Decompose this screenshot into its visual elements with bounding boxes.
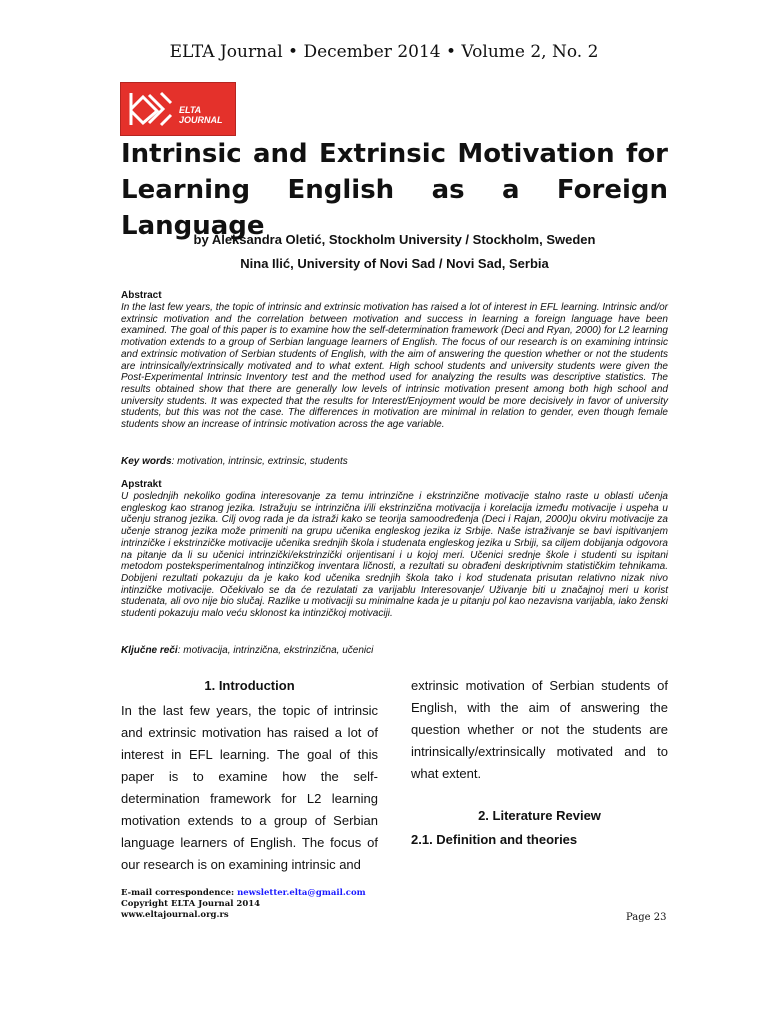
elta-journal-logo (120, 82, 236, 136)
subsection-2-1-heading: 2.1. Definition and theories (411, 832, 578, 847)
footer-website[interactable]: www.eltajournal.org.rs (121, 910, 229, 920)
page-number: Page 23 (626, 912, 667, 923)
logo-text (179, 105, 223, 125)
page-footer (121, 888, 366, 921)
footer-email-line (121, 888, 366, 899)
section-1-right-column: extrinsic motivation of Serbian students of English, with the aim of answering the question whether or not the students are intrinsically/extrinsically motivated and to what extent. (411, 678, 668, 781)
abstract-text: In the last few years, the topic of intrinsic and extrinsic motivation has raised a lot of interest in EFL learning. Intrinsic and/or extrinsic motivation and the correlation between motivation and success in learning a foreign language have been examined. The goal of this paper is to examine how the self-determination framework (Deci and Ryan, 2000) for L2 learning motivation extends to a group of Serbian language learners of English. The focus of our research is on examining intrinsic and extrinsic motivation of Serbian students of English, with the aim of answering the question whether or not the students are intrinsically/extrinsically motivated and to what extent. High school students and university students were given the Post-Experimental Intrinsic Inventory test and the method used for analyzing the results was descriptive statistics. The results obtained show that there are generally low levels of intrinsic motivation present among both high school and university students. It was expected that the results for Interest/Enjoyment would be more decisively in favor of university students, but this was not the case. The differences in motivation are minimal in relation to gender, even though female students show an increase of intrinsic motivation across the age variable. (121, 302, 668, 431)
logo-line-2: JOURNAL (179, 115, 223, 125)
logo-line-1: ELTA (179, 105, 202, 115)
kljucne-reci (121, 645, 668, 656)
kljucne-label: Ključne reči (121, 645, 178, 656)
paper-title: Intrinsic and Extrinsic Motivation for Learning English as a Foreign Language (121, 139, 668, 241)
keywords-label: Key words (121, 456, 172, 467)
author-line-1: by Aleksandra Oletić, Stockholm University / Stockholm, Sweden (193, 232, 596, 247)
apstrakt-heading: Apstrakt (121, 479, 162, 490)
elta-logo-mark-icon (127, 89, 175, 129)
section-2-heading: 2. Literature Review (478, 808, 601, 823)
apstrakt-text: U poslednjih nekoliko godina interesovanje za temu intrinzične i ekstrinzične motivacije stalno raste u oblasti učenja engleskog kao stranog jezika. Istražuju se intrinzična i/ili ekstrinzična motivacija i korelacija između motivacije i uspeha u učenju stranog jezika. Cilj ovog rada je da istraži kako se teorija samoodređenja (Deci i Rajan, 2000)u okviru motivacije za učenje stranog jezika može primeniti na grupu učenika engleskog jezika iz Srbije. Naše istraživanje se bavi ispitivanjem intrinzičke i ekstrinzičke motivacije učenika srednjih škola i studenata engleskog jezika u Srbiji, sa ciljem dobijanja odgovora na pitanje da li su učenici intrinzički/ekstrinzički orijentisani i u kojoj meri. Učenici srednje škole i studenti su ispitani metodom posteksperimentalnog intinzičkog inventara ličnosti, a rezultati su obrađeni deskriptivnim statističkim tehnikama. Dobijeni rezultati pokazuju da je kako kod učenika srednjih škola tako i kod studenata prisutan relativno nizak nivo intinzičke motivacije. Očekivalo se da će rezulatati za varijablu Interesovanje/ Uživanje biti u značajnoj meri u korist studenata, ali ovo nije bio slučaj. Razlike u motivaciji su minimalne kada je u pitanju pol kao nezavisna varijabla, iako ženski studenti pokazuju malo veću sklonost ka intinzičkoj motivaciji. (121, 491, 668, 620)
keywords-text: : motivation, intrinsic, extrinsic, students (171, 456, 348, 467)
keywords (121, 456, 668, 467)
footer-email-label: E-mail correspondence: (121, 888, 238, 898)
footer-email-link[interactable]: newsletter.elta@gmail.com (237, 888, 366, 898)
section-1-heading: 1. Introduction (204, 678, 295, 693)
footer-copyright: Copyright ELTA Journal 2014 (121, 899, 261, 909)
kljucne-text: : motivacija, intrinzična, ekstrinzična, učenici (177, 645, 374, 656)
abstract-heading: Abstract (121, 290, 162, 301)
author-line-2: Nina Ilić, University of Novi Sad / Novi Sad, Serbia (240, 256, 549, 271)
section-1-left-column: In the last few years, the topic of intrinsic and extrinsic motivation has raised a lot of interest in EFL learning. The goal of this paper is to examine how the self-determination framework for L2 learning motivation extends to a group of Serbian language learners of English. The focus of our research is on examining intrinsic and (121, 703, 378, 872)
running-header: ELTA Journal • December 2014 • Volume 2, No. 2 (169, 42, 599, 62)
